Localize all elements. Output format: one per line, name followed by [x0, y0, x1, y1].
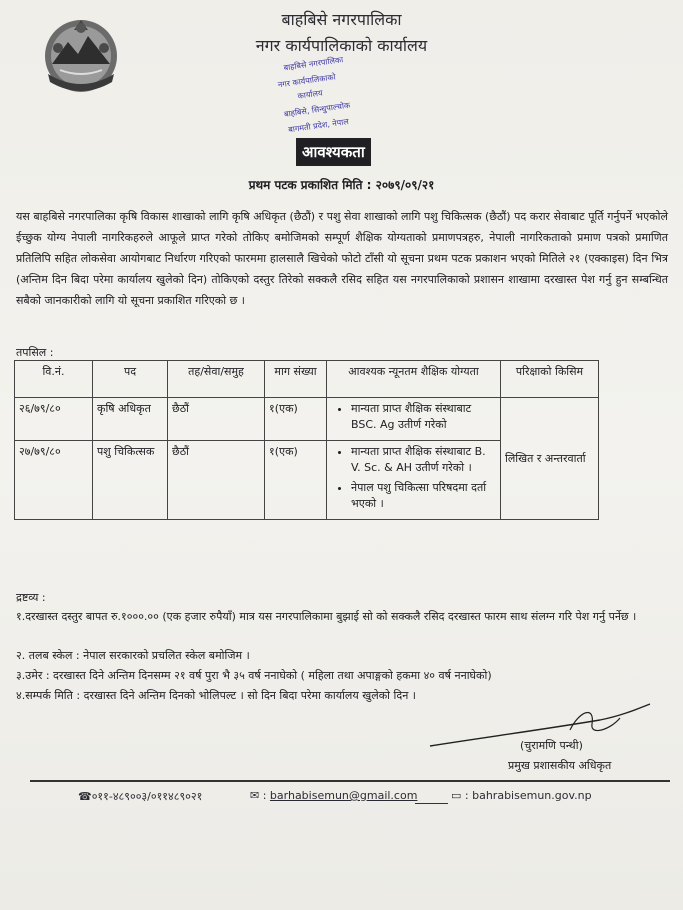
qualification-item: • मान्यता प्राप्त शैक्षिक संस्थाबाट B. V. Sc. & AH उतीर्ण गरेको । [351, 444, 496, 476]
notes-title: द्रष्टव्य : [16, 591, 46, 604]
qualification-item: • नेपाल पशु चिकित्सा परिषदमा दर्ता भएको । [351, 480, 496, 512]
office-name: नगर कार्यपालिकाको कार्यालय [255, 36, 428, 55]
envelope-icon: ✉ [250, 789, 260, 802]
exam-type: लिखित र अन्तरवार्ता [501, 398, 599, 520]
post-number: २७/७९/८० [15, 441, 93, 520]
note-item: ३.उमेर : दरखास्त दिने अन्तिम दिनसम्म २१ वर्ष पुरा भै ३५ वर्ष ननाघेको ( महिला तथा अपाङ्गको हकमा ४० वर्ष ननाघेको) [16, 669, 492, 682]
footer-website[interactable] [451, 789, 592, 802]
website-link[interactable]: : bahrabisemun.gov.np [464, 789, 592, 802]
post-level: छैठौं [168, 441, 265, 520]
qualification-item: • मान्यता प्राप्त शैक्षिक संस्थाबाट BSC. Ag उतीर्ण गरेको [351, 401, 496, 433]
email-link[interactable]: barhabisemun@gmail.com [269, 789, 418, 802]
post-demand: १(एक) [265, 441, 327, 520]
signatory-name: (चुरामणि पन्थी) [520, 739, 583, 752]
qualification-cell [327, 441, 501, 520]
note-item: १.दरखास्त दस्तुर बापत रु.१०००.०० (एक हजार रुपैयाँ) मात्र यस नगरपालिकामा बुझाई सो को सक्कलै रसिद दरखास्त फारम साथ संलग्न गरि पेश गर्नु पर्नेछ । [16, 610, 637, 623]
post-title: पशु चिकित्सक [93, 441, 168, 520]
stamp-line: बागमती प्रदेश, नेपाल [287, 117, 350, 135]
published-date: प्रथम पटक प्रकाशित मिति : २०७९/०९/२१ [248, 178, 435, 192]
column-header: पद [93, 361, 168, 398]
footer-underline [415, 803, 448, 804]
column-header: आवश्यक न्यूनतम शैक्षिक योग्यता [327, 361, 501, 398]
footer-phone [78, 789, 202, 804]
footer-divider [30, 780, 670, 782]
computer-icon: ▭ [451, 789, 462, 802]
phone-number: ०११-४८९००३/०११४८९०२१ [91, 790, 203, 803]
details-label: तपसिल : [16, 346, 54, 359]
stamp-line: बाहबिसे, सिन्धुपाल्चोक [283, 100, 351, 119]
column-header: वि.नं. [15, 361, 93, 398]
qualification-cell [327, 398, 501, 441]
post-number: २६/७९/८० [15, 398, 93, 441]
post-demand: १(एक) [265, 398, 327, 441]
notice-body: यस बाहबिसे नगरपालिका कृषि विकास शाखाको लागि कृषि अधिकृत (छैठौं) र पशु सेवा शाखाको लागि पशु चिकित्सक (छैठौं) पद करार सेवाबाट पूर्ति गर्नुपर्ने भएकोले ईच्छुक योग्य नेपाली नागरिकहरुले आफूले प्राप्त गरेको तोकिए बमोजिमको सम्पूर्ण शैक्षिक योग्यताको प्रमाणपत्रहरु, नेपाली नागरिकताको प्रमाण पत्रको प्रमाणित प्रतिलिपि सहित लोकसेवा आयोगबाट निर्धारण गरिएको फारममा हालसालै खिचेको फोटो टाँसी यो सूचना प्रथम पटक प्रकाशन भएको मितिले २१ (एक्काइस) दिन भित्र (अन्तिम दिन बिदा परेमा कार्यालय खुलेको दिन) तोकिएको दस्तुर तिरेको सक्कलै रसिद सहित यस नगरपालिकाको प्रशासन शाखामा दरखास्त पेश गर्नु हुन सम्बन्धित सबैको जानकारीको लागि यो सूचना प्रकाशित गरिएको छ । [16, 210, 668, 307]
posts-table [14, 360, 599, 520]
table-header-row [15, 361, 599, 398]
office-stamp [258, 52, 378, 142]
note-item: ४.सम्पर्क मिति : दरखास्त दिने अन्तिम दिनको भोलिपल्ट । सो दिन बिदा परेमा कार्यालय खुलेको दिन । [16, 689, 416, 702]
notice-title: आवश्यकता [296, 138, 371, 166]
footer-email[interactable]: ✉ : barhabisemun@gmail.com [250, 789, 418, 802]
stamp-line: बाहबिसे नगरपालिका [283, 55, 344, 73]
signatory-title: प्रमुख प्रशासकीय अधिकृत [508, 759, 612, 772]
stamp-line: कार्यालय [297, 88, 324, 101]
note-item: २. तलब स्केल : नेपाल सरकारको प्रचलित स्केल बमोजिम । [16, 649, 250, 662]
table-row [15, 398, 599, 441]
stamp-line: नगर कार्यपालिकाको [277, 72, 337, 90]
post-title: कृषि अधिकृत [93, 398, 168, 441]
post-level: छैठौं [168, 398, 265, 441]
phone-icon: ☎ [78, 790, 92, 803]
column-header: परिक्षाको किसिम [501, 361, 599, 398]
column-header: तह/सेवा/समुह [168, 361, 265, 398]
column-header: माग संख्या [265, 361, 327, 398]
organization-name: बाहबिसे नगरपालिका [281, 10, 402, 29]
